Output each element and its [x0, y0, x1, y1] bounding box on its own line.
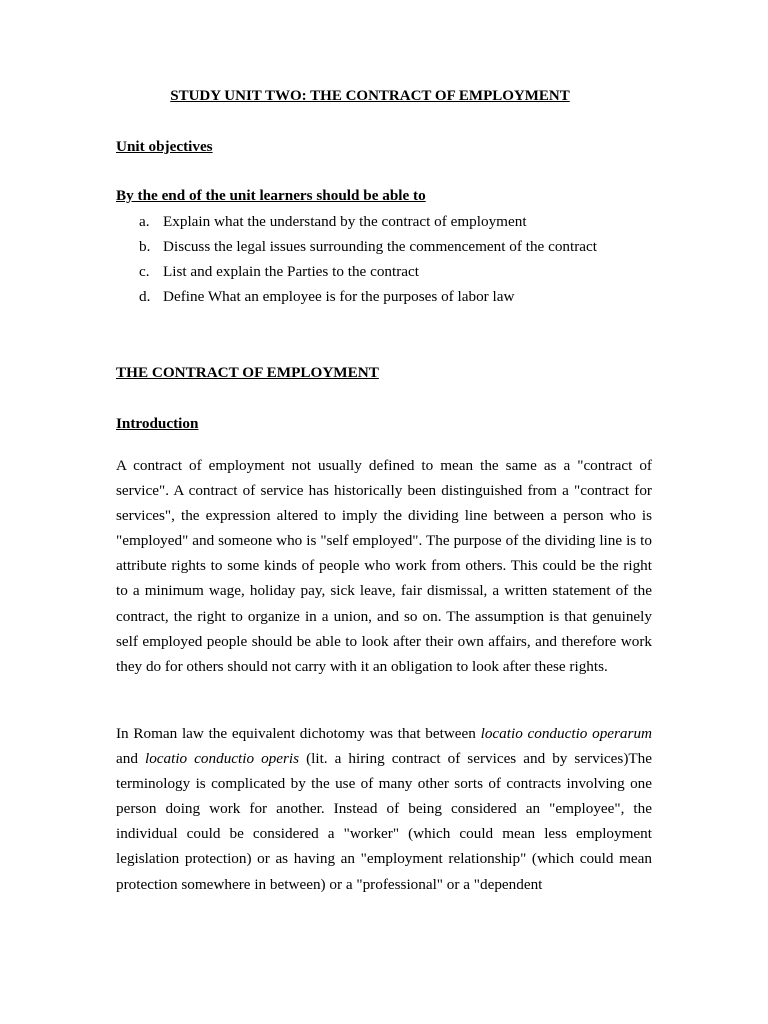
objective-text: Explain what the understand by the contract of employment [163, 213, 527, 230]
document-title: STUDY UNIT TWO: THE CONTRACT OF EMPLOYMENT [170, 88, 570, 104]
objective-text: Define What an employee is for the purposes of labor law [163, 288, 515, 305]
objective-item [139, 212, 699, 237]
objective-item [139, 237, 699, 262]
objective-letter: b. [139, 238, 151, 255]
introduction-heading: Introduction [116, 415, 199, 432]
objective-text: List and explain the Parties to the contract [163, 263, 419, 280]
paragraph-1: A contract of employment not usually defined to mean the same as a "contract of service". A contract of service has historically been distinguished from a "contract for services", the expression altered to imply the dividing line between a person who is "employed" and someone who is "self employed". The purpose of the dividing line is to attribute rights to some kinds of people who work from others. This could be the right to a minimum wage, holiday pay, sick leave, fair dismissal, a written statement of the contract, the right to organize in a union, and so on. The assumption is that genuinely self employed people should be able to look after their own affairs, and therefore work they do for others should not carry with it an obligation to look after these rights. [116, 457, 652, 675]
objective-letter: a. [139, 213, 150, 230]
objective-item [139, 262, 699, 287]
objectives-list [139, 212, 699, 312]
paragraph-2-part2: and [116, 750, 145, 768]
paragraph-2-part1: In Roman law the equivalent dichotomy was that between [116, 725, 481, 742]
section-heading: THE CONTRACT OF EMPLOYMENT [116, 364, 379, 381]
objectives-intro: By the end of the unit learners should be able to [116, 187, 426, 204]
paragraph-2 [116, 721, 652, 897]
objective-letter: c. [139, 263, 150, 280]
latin-term-2: locatio conductio operis [144, 750, 300, 768]
objective-letter: d. [139, 288, 151, 305]
latin-term-1: locatio conductio operarum [480, 725, 653, 742]
paragraph-2-part3: (lit. a hiring contract of services and by services)The terminology is complicated by the use of many other sorts of contracts involving one person doing work for another. Instead of being considered an "employee", the individual could be considered a "worker" (which could mean less employment legislation protection) or as having an "employment relationship" (which could mean protection somewhere in between) or a "professional" or a "dependent [116, 750, 652, 893]
objectives-heading: Unit objectives [116, 138, 213, 155]
objective-text: Discuss the legal issues surrounding the commencement of the contract [163, 238, 597, 255]
objective-item [139, 287, 699, 312]
